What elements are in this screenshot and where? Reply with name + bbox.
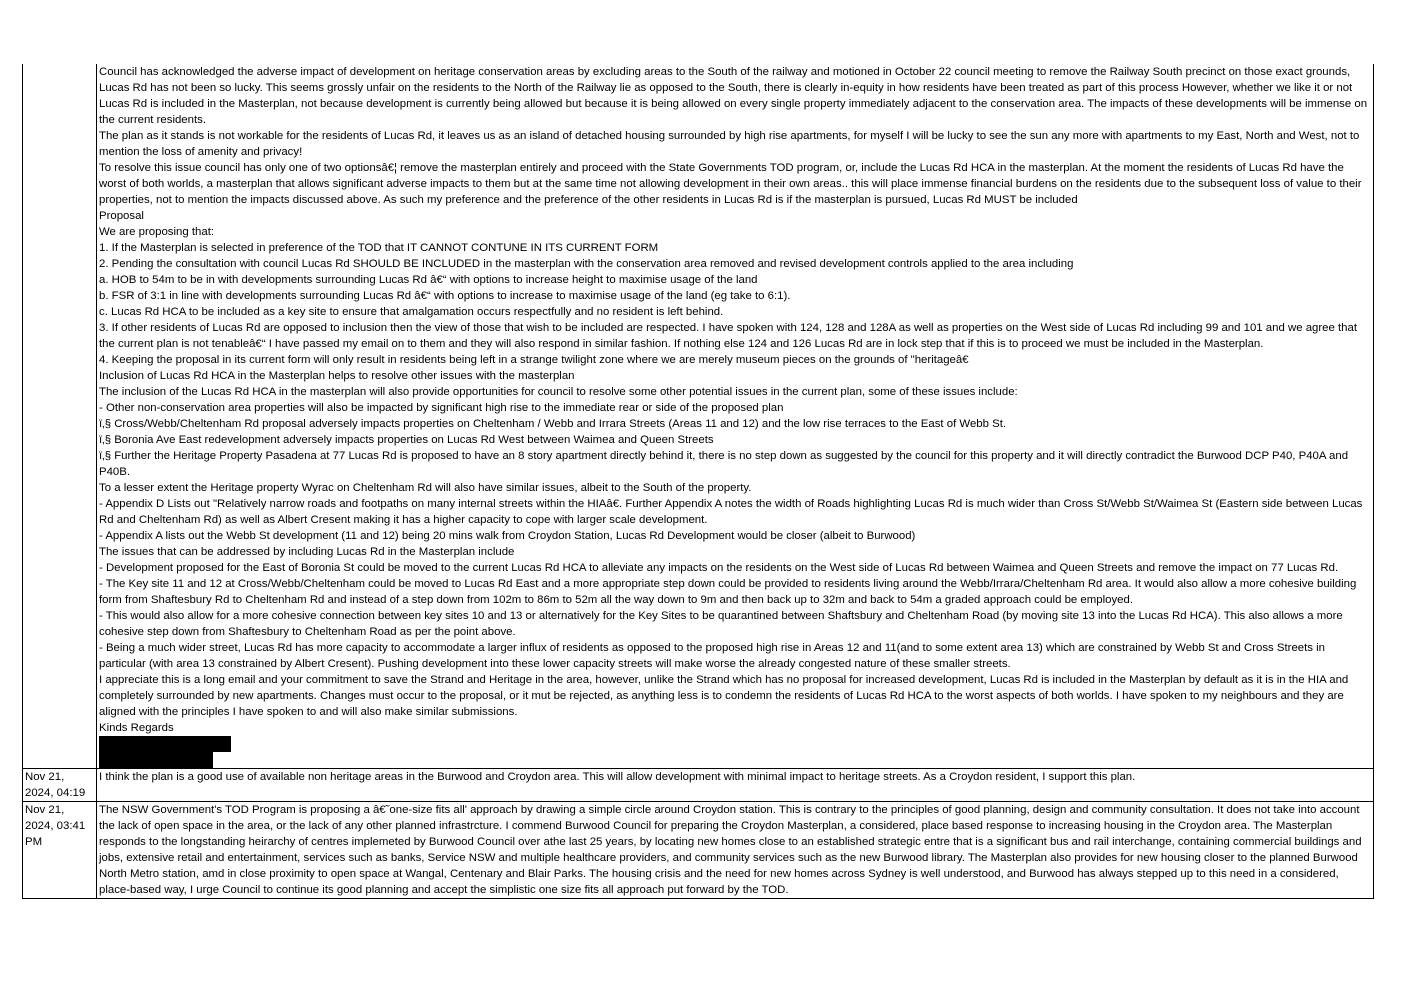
- paragraph: We are proposing that:: [99, 226, 215, 238]
- paragraph: - The Key site 11 and 12 at Cross/Webb/Cheltenham could be moved to Lucas Rd East and a more appropriate step down could be provided to residents living around the Webb/Irrara/Cheltenham Rd area. It would also allow a more cohesive building form from Shaftesbury Rd to Cheltenham Rd and instead of a step down from 102m to 86m to 52m all the way down to 9m and then back up to 32m and back to 54m a graded approach could be employed.: [99, 578, 1357, 606]
- submission-text: [97, 802, 1374, 899]
- paragraph: - This would also allow for a more cohesive connection between key sites 10 and 13 or alternatively for the Key Sites to be quarantined between Shaftsbury and Cheltenham Road (by moving site 13 into the Lucas Rd HCA). This also allows a more cohesive step down from Shaftesbury to Cheltenham Road as per the point above.: [99, 610, 1343, 638]
- submission-text: [97, 769, 1374, 802]
- paragraph: - Appendix D Lists out "Relatively narrow roads and footpaths on many internal streets within the HIAâ€. Further Appendix A notes the width of Roads highlighting Lucas Rd is much wider than Cross St/Webb St/Waimea St (Eastern side between Lucas Rd and Cheltenham Rd) as well as Albert Cresent making it has a higher capacity to cope with larger scale development.: [99, 498, 1363, 526]
- paragraph: The plan as it stands is not workable for the residents of Lucas Rd, it leaves us as an island of detached housing surrounded by high rise apartments, for myself I will be lucky to see the sun any more with apartments to my East, North and West, not to mention the loss of amenity and privacy!: [99, 130, 1360, 158]
- paragraph: - Being a much wider street, Lucas Rd has more capacity to accommodate a larger influx of residents as opposed to the proposed high rise in Areas 12 and 11(and to some extent area 13) which are constrained by Webb St and Cross Streets in particular (with area 13 constrained by Albert Cresent). Pushing development into these lower capacity streets will make worse the already congested nature of these smaller streets.: [99, 642, 1326, 670]
- paragraph: c. Lucas Rd HCA to be included as a key site to ensure that amalgamation occurs respectfully and no resident is left behind.: [99, 306, 724, 318]
- paragraph: 1. If the Masterplan is selected in preference of the TOD that IT CANNOT CONTUNE IN ITS CURRENT FORM: [99, 242, 659, 254]
- paragraph: - Other non-conservation area properties will also be impacted by significant high rise to the immediate rear or side of the proposed plan: [99, 402, 784, 414]
- paragraph: - Development proposed for the East of Boronia St could be moved to the current Lucas Rd HCA to alleviate any impacts on the residents on the West side of Lucas Rd between Waimea and Queen Streets and remove the impact on 77 Lucas Rd.: [99, 562, 1339, 574]
- paragraph: I think the plan is a good use of available non heritage areas in the Burwood and Croydon area. This will allow development with minimal impact to heritage streets. As a Croydon resident, I support this plan.: [99, 771, 1136, 783]
- paragraph: Inclusion of Lucas Rd HCA in the Masterplan helps to resolve other issues with the masterplan: [99, 370, 575, 382]
- submissions-table: [22, 64, 1374, 899]
- paragraph: The NSW Government's TOD Program is proposing a â€˜one-size fits all' approach by drawing a simple circle around Croydon station. This is contrary to the principles of good planning, design and community consultation. It does not take into account the lack of open space in the area, or the lack of any other planned infrastrcture. I commend Burwood Council for preparing the Croydon Masterplan, a considered, place based response to increasing housing in the Croydon area. The Masterplan responds to the longstanding heirarchy of centres implemeted by Burwood Council over athe last 25 years, by locating new homes close to an established strategic entre that is a significant bus and rail interchange, containing commercial buildings and jobs, extensive retail and entertainment, services such as banks, Service NSW and multiple healthcare providers, and community services such as the new Burwood library. The Masterplan also provides for new housing closer to the planned Burwood North Metro station, amd in close proximity to open space at Wangal, Centenary and Blair Parks. The housing crisis and the need for new homes across Sydney is well understood, and Burwood has always stepped up to this need in a considered, place-based way, I urge Council to continue its good planning and accept the simplistic one size fits all approach put forward by the TOD.: [99, 804, 1362, 896]
- submission-date: Nov 21, 2024, 04:19: [23, 769, 97, 802]
- paragraph: ï‚§ Boronia Ave East redevelopment adversely impacts properties on Lucas Rd West between Waimea and Queen Streets: [99, 434, 714, 446]
- paragraph: a. HOB to 54m to be in with developments surrounding Lucas Rd â€“ with options to increase height to maximise usage of the land: [99, 274, 758, 286]
- table-row: [23, 769, 1374, 802]
- paragraph: To a lesser extent the Heritage property Wyrac on Cheltenham Rd will also have similar issues, albeit to the South of the property.: [99, 482, 752, 494]
- paragraph: - Appendix A lists out the Webb St development (11 and 12) being 20 mins walk from Croydon Station, Lucas Rd Development would be closer (albeit to Burwood): [99, 530, 916, 542]
- redaction-bar: [99, 736, 231, 752]
- submissions-sheet: [22, 64, 1374, 899]
- submission-date: Nov 21, 2024, 03:41 PM: [23, 802, 97, 899]
- paragraph: I appreciate this is a long email and your commitment to save the Strand and Heritage in the area, however, unlike the Strand which has no proposal for increased development, Lucas Rd is included in the Masterplan by default as it is in the HIA and completely surrounded by new apartments. Changes must occur to the proposal, or it mut be rejected, as anything less is to condemn the residents of Lucas Rd HCA to the worst aspects of both worlds. I have spoken to my neighbours and they are aligned with the principles I have spoken to and will also make similar submissions.: [99, 674, 1349, 718]
- paragraph: 4. Keeping the proposal in its current form will only result in residents being left in a strange twilight zone where we are merely museum pieces on the grounds of "heritageâ€: [99, 354, 969, 366]
- paragraph: ï‚§ Further the Heritage Property Pasadena at 77 Lucas Rd is proposed to have an 8 story apartment directly behind it, there is no step down as suggested by the council for this property and it will directly contradict the Burwood DCP P40, P40A and P40B.: [99, 450, 1349, 478]
- paragraph: ï‚§ Cross/Webb/Cheltenham Rd proposal adversely impacts properties on Cheltenham / Webb and Irrara Streets (Areas 11 and 12) and the low rise terraces to the East of Webb St.: [99, 418, 1007, 430]
- paragraph: b. FSR of 3:1 in line with developments surrounding Lucas Rd â€“ with options to increase to maximise usage of the land (eg take to 6:1).: [99, 290, 791, 302]
- paragraph: Proposal: [99, 210, 144, 222]
- paragraph: To resolve this issue council has only one of two optionsâ€¦ remove the masterplan entirely and proceed with the State Governments TOD program, or, include the Lucas Rd HCA in the masterplan. At the moment the residents of Lucas Rd have the worst of both worlds, a masterplan that allows significant adverse impacts to them but at the same time not allowing development in their own areas.. this will place immense financial burdens on the residents due to the subsequent loss of value to their properties, not to mention the impacts discussed above. As such my preference and the preference of the other residents in Lucas Rd is if the masterplan is pursued, Lucas Rd MUST be included: [99, 162, 1362, 206]
- table-row: [23, 64, 1374, 769]
- paragraph: 2. Pending the consultation with council Lucas Rd SHOULD BE INCLUDED in the masterplan with the conservation area removed and revised development controls applied to the area including: [99, 258, 1074, 270]
- table-row: [23, 802, 1374, 899]
- submission-text: [97, 64, 1374, 769]
- paragraph: 3. If other residents of Lucas Rd are opposed to inclusion then the view of those that wish to be included are respected. I have spoken with 124, 128 and 128A as well as properties on the West side of Lucas Rd including 99 and 101 and we agree that the current plan is not tenableâ€“ I have passed my email on to them and they will also respond in similar fashion. If nothing else 124 and 126 Lucas Rd are in lock step that if this is to proceed we must be included in the Masterplan.: [99, 322, 1357, 350]
- paragraph: The issues that can be addressed by including Lucas Rd in the Masterplan include: [99, 546, 515, 558]
- submission-date: [23, 64, 97, 769]
- paragraph: Kinds Regards: [99, 722, 174, 734]
- paragraph: The inclusion of the Lucas Rd HCA in the masterplan will also provide opportunities for council to resolve some other potential issues in the current plan, some of these issues include:: [99, 386, 1018, 398]
- redaction-bar: [99, 752, 213, 768]
- paragraph: Council has acknowledged the adverse impact of development on heritage conservation areas by excluding areas to the South of the railway and motioned in October 22 council meeting to remove the Railway South precinct on those exact grounds, Lucas Rd has not been so lucky. This seems grossly unfair on the residents to the North of the Railway lie as opposed to the South, there is clearly in-equity in how residents have been treated as part of this process However, whether we like it or not Lucas Rd is included in the Masterplan, not because development is currently being allowed but because it is being allowed on every single property immediately adjacent to the conservation area. The impacts of these developments will be immense on the current residents.: [99, 66, 1368, 126]
